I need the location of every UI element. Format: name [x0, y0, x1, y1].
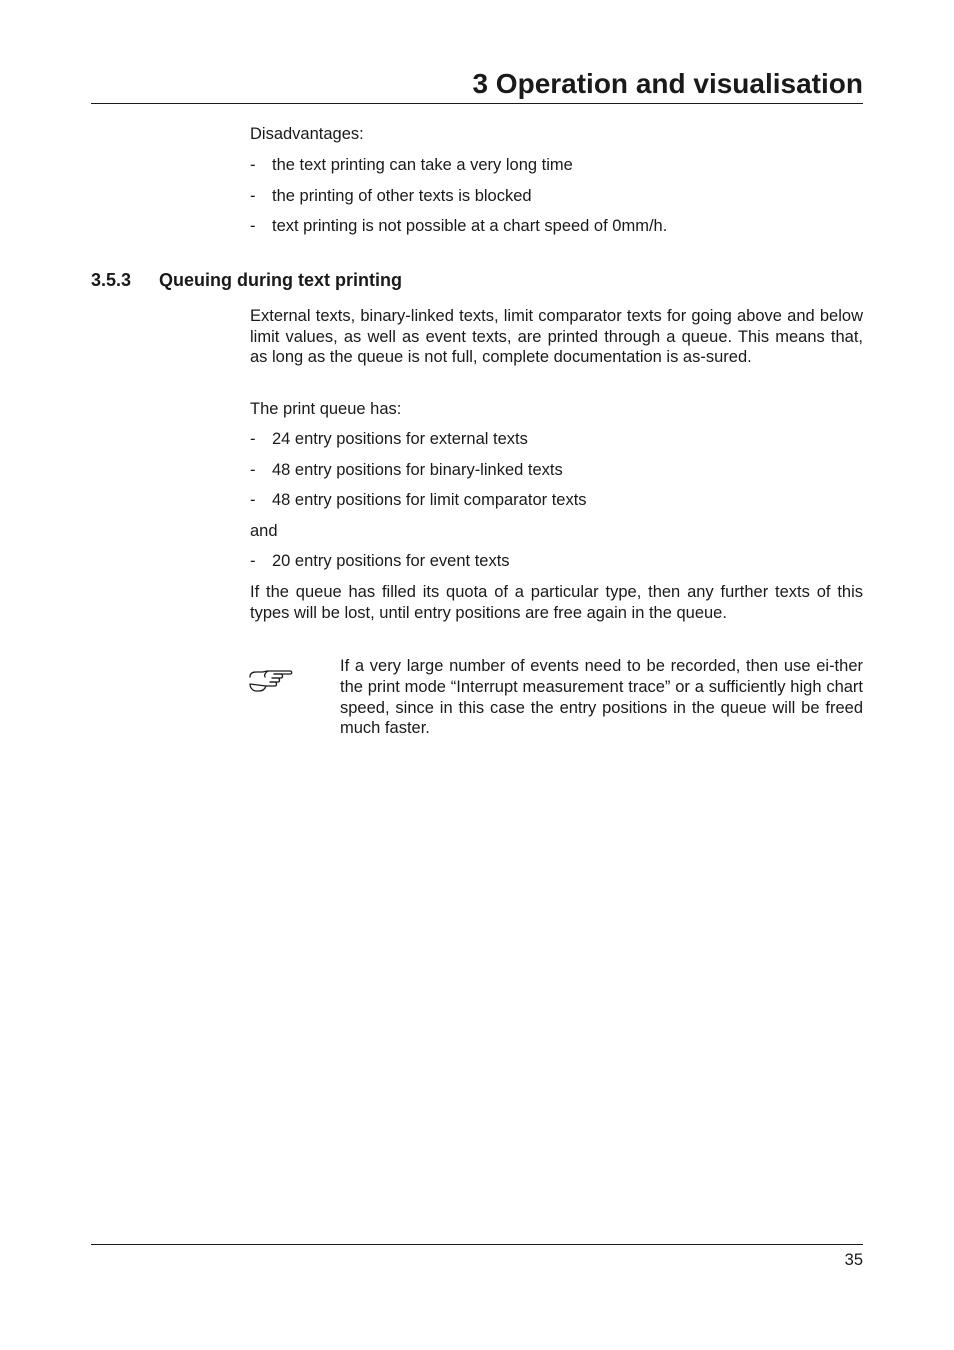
section-title: Queuing during text printing — [159, 270, 402, 290]
list-dash: - — [250, 491, 256, 509]
queue-intro: The print queue has: — [250, 400, 402, 418]
list-dash: - — [250, 187, 256, 205]
pointing-hand-icon — [248, 668, 294, 698]
queue-item: - 48 entry positions for binary-linked texts — [250, 461, 563, 479]
page-number: 35 — [844, 1251, 863, 1269]
disadvantage-item: - the printing of other texts is blocked — [250, 187, 532, 205]
section-paragraph-2: If the queue has filled its quota of a particular type, then any further texts of this types will be lost, until entry positions are free again in the queue. — [250, 583, 863, 622]
list-dash: - — [250, 430, 256, 448]
section-paragraph-1: External texts, binary-linked texts, limit comparator texts for going above and below limit values, as well as event texts, are printed through a queue. This means that, as long as the queue is not full, complete documentation is as-sured. — [250, 307, 863, 366]
header-divider — [91, 103, 863, 104]
footer-divider — [91, 1244, 863, 1245]
queue-item: - 48 entry positions for limit comparator texts — [250, 491, 587, 509]
queue-item: - 24 entry positions for external texts — [250, 430, 528, 448]
and-connector: and — [250, 522, 278, 540]
section-heading — [91, 268, 402, 292]
list-dash: - — [250, 217, 256, 235]
section-number: 3.5.3 — [91, 270, 132, 290]
disadvantages-intro: Disadvantages: — [250, 125, 364, 143]
list-dash: - — [250, 461, 256, 479]
queue-item: - 20 entry positions for event texts — [250, 552, 510, 570]
list-dash: - — [250, 156, 256, 174]
page-header-title: 3 Operation and visualisation — [472, 68, 863, 99]
list-dash: - — [250, 552, 256, 570]
disadvantage-item: - the text printing can take a very long time — [250, 156, 573, 174]
note-text: If a very large number of events need to be recorded, then use ei-ther the print mode “Interrupt measurement trace” or a sufficiently high chart speed, since in this case the entry positions in the queue will be freed much faster. — [340, 657, 863, 738]
disadvantage-item: - text printing is not possible at a chart speed of 0mm/h. — [250, 217, 668, 235]
